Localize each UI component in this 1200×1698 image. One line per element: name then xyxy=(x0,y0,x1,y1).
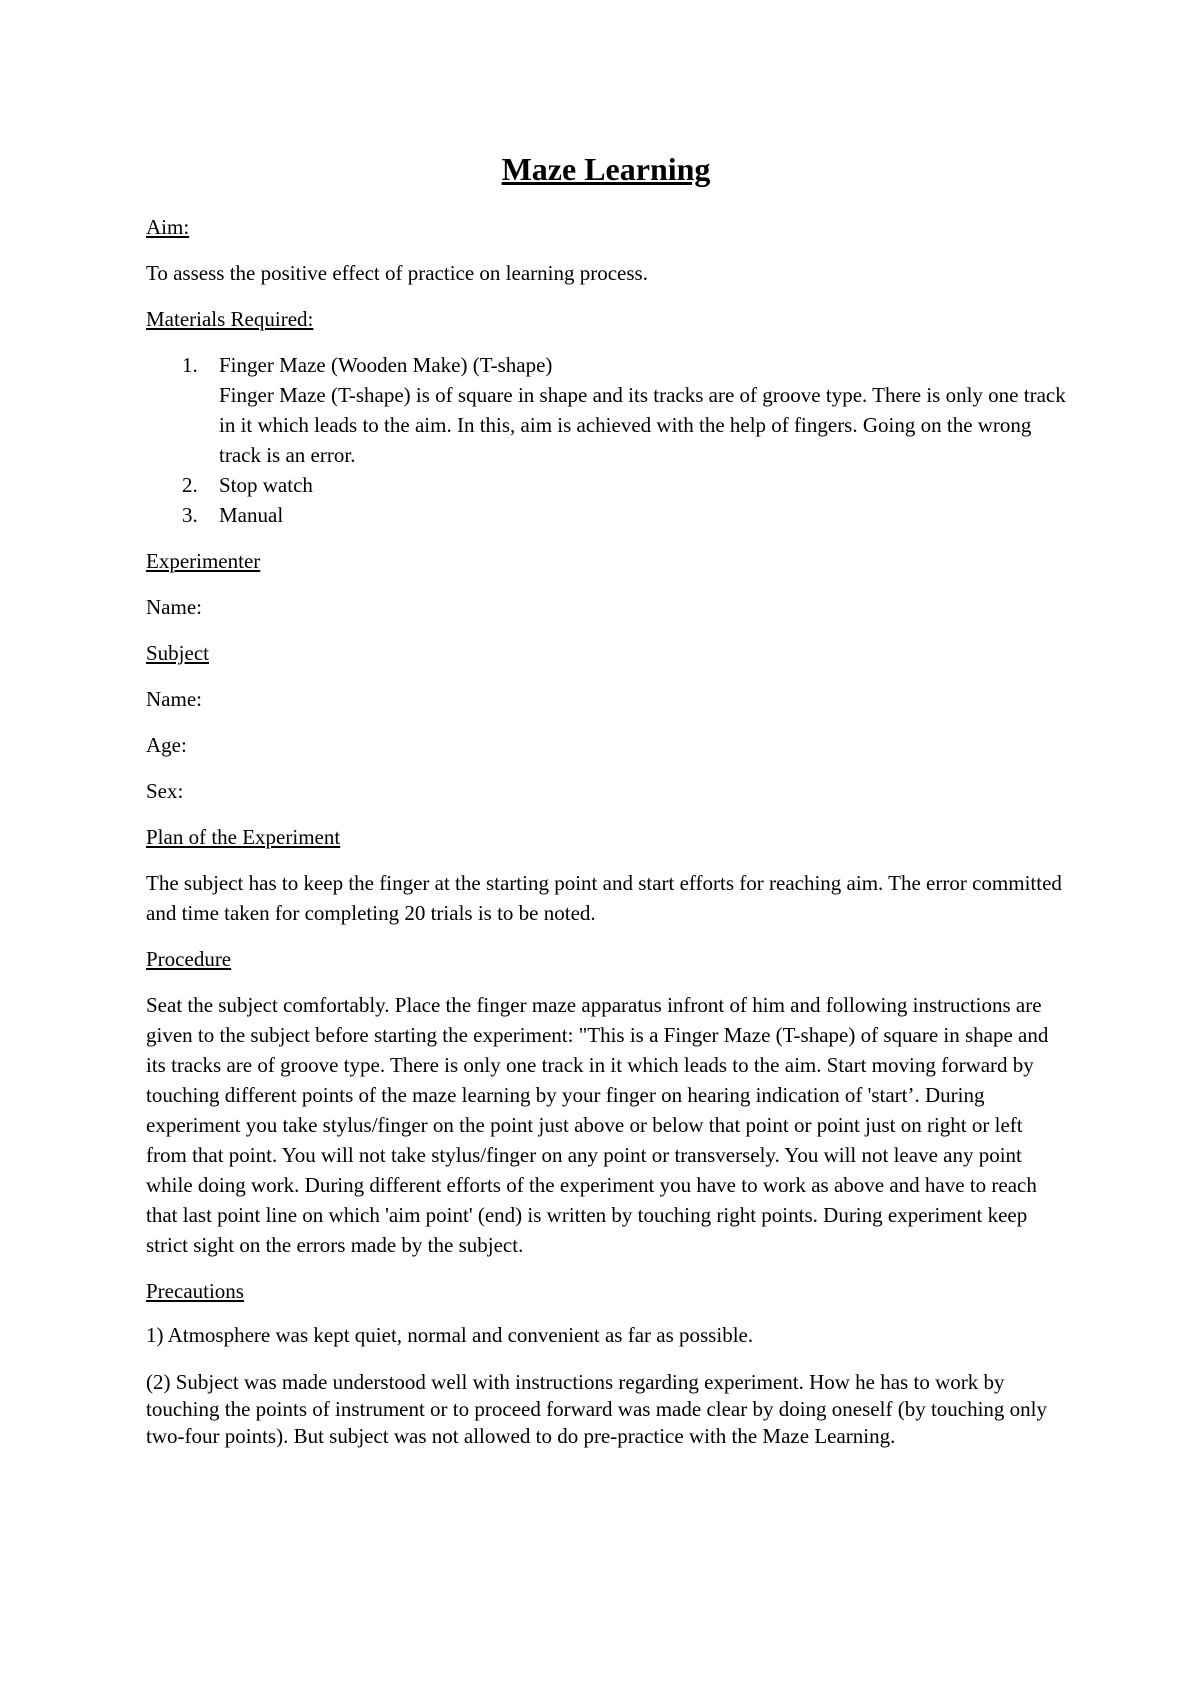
plan-text: The subject has to keep the finger at the starting point and start efforts for reaching aim. The error committed and time taken for completing 20 trials is to be noted. xyxy=(146,871,1062,925)
list-item-label: Manual xyxy=(219,503,284,527)
document-title: Maze Learning xyxy=(501,151,711,187)
plan-heading: Plan of the Experiment xyxy=(146,825,341,849)
document-page xyxy=(146,140,1066,1466)
subject-heading: Subject xyxy=(146,641,209,665)
list-item-label: Finger Maze (Wooden Make) (T-shape) xyxy=(219,353,553,377)
procedure-heading: Procedure xyxy=(146,947,232,971)
materials-list-item xyxy=(146,350,1066,470)
list-item-label: Stop watch xyxy=(219,473,313,497)
precaution-item-1: 1) Atmosphere was kept quiet, normal and convenient as far as possible. xyxy=(146,1323,754,1347)
list-item-description: Finger Maze (T-shape) is of square in shape and its tracks are of groove type. There is only one track in it which leads to the aim. In this, aim is achieved with the help of fingers. Going on the wrong track is an error. xyxy=(219,383,1066,467)
list-item-number: 2. xyxy=(182,473,198,497)
materials-list-item xyxy=(146,470,1066,500)
materials-list xyxy=(146,350,1066,530)
experimenter-heading: Experimenter xyxy=(146,549,261,573)
materials-list-item xyxy=(146,500,1066,530)
subject-sex-label: Sex: xyxy=(146,779,184,803)
procedure-text: Seat the subject comfortably. Place the finger maze apparatus infront of him and following instructions are given to the subject before starting the experiment: "This is a Finger Maze (T-shape) of square in shape and its tracks are of groove type. There is only one track in it which leads to the aim. Start moving forward by touching different points of the maze learning by your finger on hearing indication of 'start’. During experiment you take stylus/finger on the point just above or below that point or point just on right or left from that point. You will not take stylus/finger on any point or transversely. You will not leave any point while doing work. During different efforts of the experiment you have to work as above and have to reach that last point line on which 'aim point' (end) is written by touching right points. During experiment keep strict sight on the errors made by the subject. xyxy=(146,993,1049,1257)
list-item-number: 3. xyxy=(182,503,198,527)
precautions-heading: Precautions xyxy=(146,1279,244,1303)
experimenter-name-label: Name: xyxy=(146,595,202,619)
subject-name-label: Name: xyxy=(146,687,202,711)
materials-heading: Materials Required: xyxy=(146,307,314,331)
precaution-item-2: (2) Subject was made understood well with instructions regarding experiment. How he has to work by touching the points of instrument or to proceed forward was made clear by doing oneself (by touching only two-four points). But subject was not allowed to do pre-practice with the Maze Learning. xyxy=(146,1370,1048,1448)
subject-age-label: Age: xyxy=(146,733,187,757)
aim-text: To assess the positive effect of practice on learning process. xyxy=(146,261,648,285)
list-item-number: 1. xyxy=(182,353,198,377)
aim-heading: Aim: xyxy=(146,215,190,239)
